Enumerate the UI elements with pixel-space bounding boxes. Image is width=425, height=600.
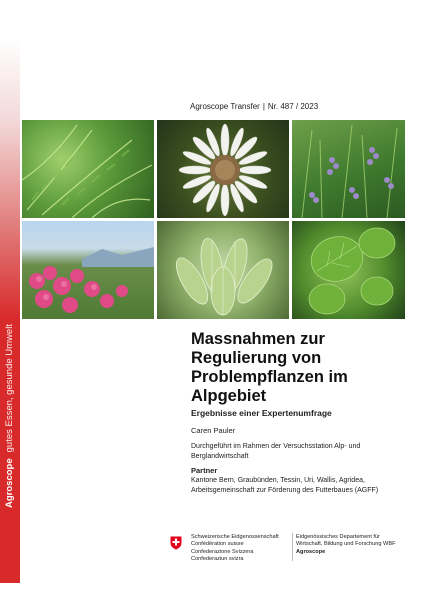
series-line: [190, 102, 318, 111]
department-line-2: Wirtschaft, Bildung und Forschung WBF: [296, 541, 396, 548]
series-separator: |: [262, 102, 265, 111]
department-block: [296, 534, 395, 556]
photo-veratrum-leaves: [157, 221, 289, 319]
confed-it: Confederazione Svizzera: [191, 548, 254, 555]
photo-meadow-flowers: [292, 120, 405, 218]
series-number: Nr. 487 / 2023: [267, 102, 319, 111]
photo-silver-thistle: [157, 120, 289, 218]
report-title: Massnahmen zur Regulierung von Problempflanzen im Alpgebiet: [191, 330, 348, 405]
side-slogan: gutes Essen, gesunde Umwelt: [4, 324, 15, 453]
confederation-names: [191, 534, 279, 564]
confed-fr: Confédération suisse: [191, 541, 244, 548]
department-unit: Agroscope: [296, 548, 326, 555]
photo-green-leaves: [292, 221, 405, 319]
department-line-1: Eidgenössisches Departement für: [296, 534, 380, 540]
side-brand-text: [2, 324, 18, 508]
confed-rm: Confederaziun svizra: [191, 556, 244, 563]
report-author: Caren Pauler: [191, 426, 236, 435]
confed-de: Schweizerische Eidgenossenschaft: [191, 534, 279, 540]
photo-alpine-roses: [22, 221, 154, 319]
footer-divider: [292, 533, 293, 561]
side-red-band: [0, 0, 20, 600]
partner-heading: Partner: [191, 466, 218, 475]
swiss-coat-of-arms-icon: [170, 536, 182, 550]
bottom-strip: [0, 583, 425, 600]
side-brand: Agroscope: [4, 458, 15, 508]
partner-list: Kantone Bern, Graubünden, Tessin, Uri, Wallis, Agridea, Arbeitsgemeinschaft zur Förderung des Futterbaues (AGFF): [191, 477, 379, 494]
photo-ferns: [22, 120, 154, 218]
conducted-note: Durchgeführt im Rahmen der Versuchsstation Alp- und Berglandwirtschaft: [191, 443, 361, 460]
report-subtitle: Ergebnisse einer Expertenumfrage: [191, 408, 332, 418]
series-name: Agroscope Transfer: [190, 102, 260, 111]
